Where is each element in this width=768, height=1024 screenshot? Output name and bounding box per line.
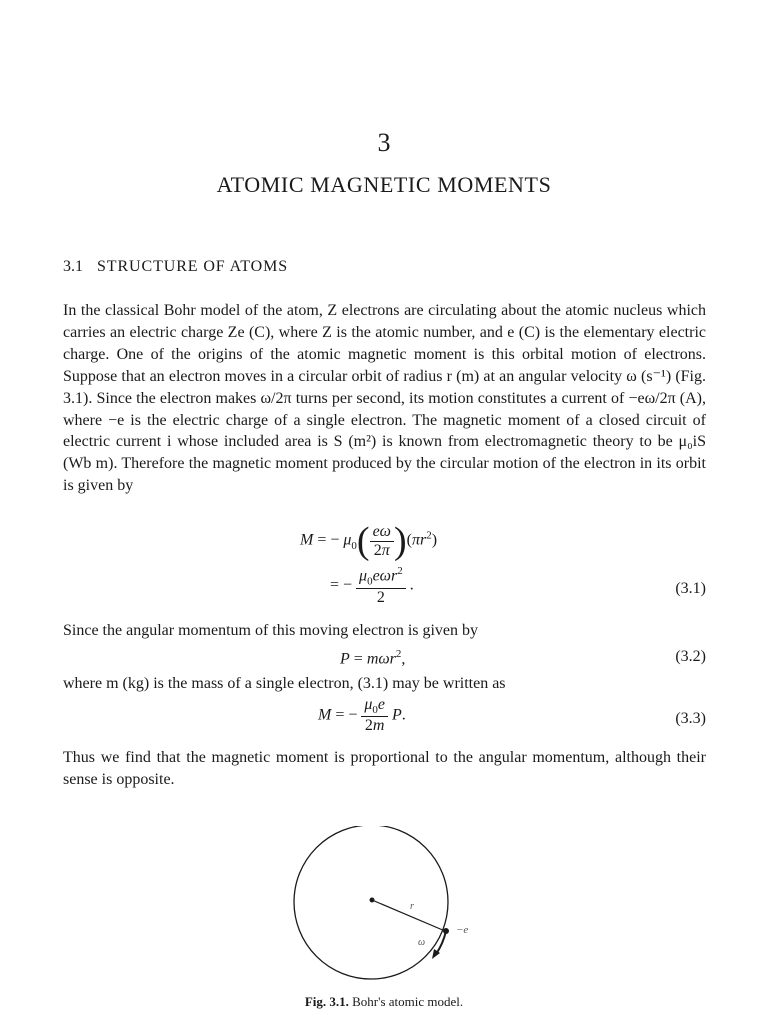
radius-line [372,900,445,931]
label-r: r [410,901,414,912]
caption-label: Fig. 3.1. [304,994,349,1009]
equation-number-3-3: (3.3) [675,710,706,727]
equation-3-2: P = mωr$^2$, [340,648,406,668]
label-e: −e [456,924,469,936]
equation-3-3: M = − $\frac{\mu_0e}{2m}$ P. [318,696,406,735]
equation-number-3-2: (3.2) [675,648,706,665]
equation-3-1-line2: = − $\frac{\mu_0e\omega r^2}{2}$ . [330,565,414,606]
orbit-circle [294,826,448,979]
paragraph-angular-momentum: Since the angular momentum of this moving electron is given by [63,622,479,639]
equation-3-1-line1: M = − $\mu_0$( $\frac{e\omega}{2\pi}$ )$(\pi r^2)$ [300,520,438,562]
paragraph-bohr-model: In the classical Bohr model of the atom, Z electrons are circulating about the atomic nucleus which carries an electric charge Ze (C), where Z is the atomic number, and e (C) is the elementary electric charge. One of the origins of the atomic magnetic moment is this orbital motion of electrons. Suppose that an electron moves in a circular orbit of radius r (m) at an angular velocity ω (s⁻¹) (Fig. 3.1). Since the electron makes ω/2π turns per second, its motion constitutes a current of −eω/2π (A), where −e is the electric charge of a single electron. The magnetic moment of a closed circuit of electric current i whose included area is S (m²) is known from electromagnetic theory to be μ₀iS (Wb m). Therefore the magnetic moment produced by the circular motion of the electron in its orbit is given by [63,302,706,495]
bohr-model-figure [280,826,480,986]
paragraph-electron-mass: where m (kg) is the mass of a single electron, (3.1) may be written as [63,675,506,692]
chapter-title: ATOMIC MAGNETIC MOMENTS [216,172,552,197]
section-number: 3.1 [63,258,83,275]
caption-text: Bohr's atomic model. [352,994,464,1009]
chapter-number: 3 [377,128,391,157]
figure-caption [0,994,768,1010]
section-heading [63,258,288,276]
paragraph-conclusion: Thus we find that the magnetic moment is proportional to the angular momentum, although their sense is opposite. [63,749,706,788]
equation-number-3-1: (3.1) [675,580,706,597]
section-title: STRUCTURE OF ATOMS [97,258,289,275]
label-omega: ω [418,937,426,948]
